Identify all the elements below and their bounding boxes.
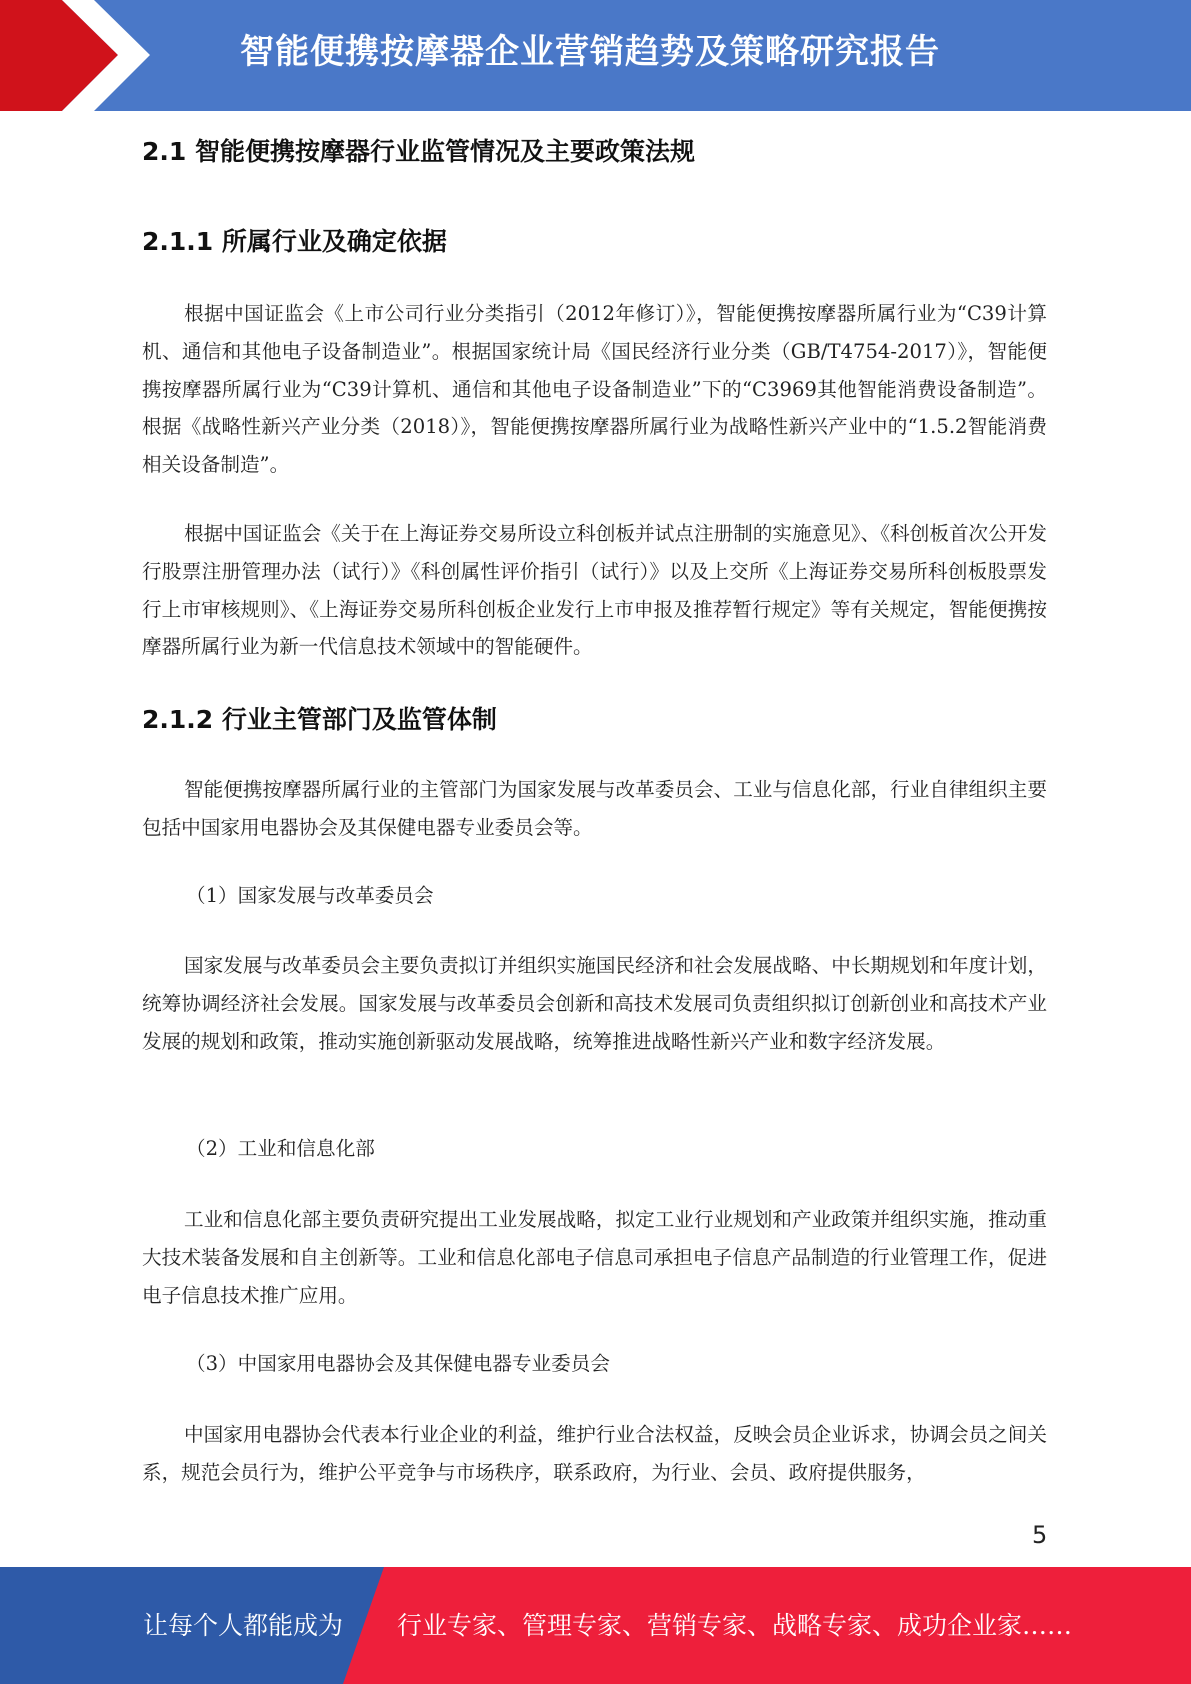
page-number: 5: [1032, 1521, 1048, 1549]
paragraph: 根据中国证监会《上市公司行业分类指引（2012年修订）》，智能便携按摩器所属行业为“C39计算机、通信和其他电子设备制造业”。根据国家统计局《国民经济行业分类（GB/T4754-2017）》，智能便携按摩器所属行业为“C39计算机、通信和其他电子设备制造业”下的“C3969其他智能消费设备制造”。根据《战略性新兴产业分类（2018）》，智能便携按摩器所属行业为战略性新兴产业中的“1.5.2智能消费相关设备制造”。: [142, 302, 1047, 477]
footer-banner: [0, 1567, 1191, 1684]
paragraph: 智能便携按摩器所属行业的主管部门为国家发展与改革委员会、工业与信息化部，行业自律组织主要包括中国家用电器协会及其保健电器专业委员会等。: [142, 778, 1047, 839]
subsection-heading-2-1-1: 2.1.1 所属行业及确定依据: [142, 227, 447, 256]
item-label: （3）中国家用电器协会及其保健电器专业委员会: [186, 1352, 610, 1375]
report-title: 智能便携按摩器企业营销趋势及策略研究报告: [240, 32, 940, 72]
paragraph: 中国家用电器协会代表本行业企业的利益，维护行业合法权益，反映会员企业诉求，协调会员之间关系，规范会员行为，维护公平竞争与市场秩序，联系政府，为行业、会员、政府提供服务，: [142, 1423, 1047, 1484]
header-banner: [0, 0, 1191, 111]
footer-slogan-left: 让每个人都能成为: [143, 1611, 344, 1640]
paragraph: 根据中国证监会《关于在上海证券交易所设立科创板并试点注册制的实施意见》、《科创板首次公开发行股票注册管理办法（试行）》《科创属性评价指引（试行）》以及上交所《上海证券交易所科创板股票发行上市审核规则》、《上海证券交易所科创板企业发行上市申报及推荐暂行规定》等有关规定，智能便携按摩器所属行业为新一代信息技术领域中的智能硬件。: [142, 522, 1047, 659]
footer-slogan-right: 行业专家、管理专家、营销专家、战略专家、成功企业家……: [397, 1611, 1073, 1640]
item-label: （1）国家发展与改革委员会: [186, 884, 434, 907]
paragraph: 国家发展与改革委员会主要负责拟订并组织实施国民经济和社会发展战略、中长期规划和年度计划，统筹协调经济社会发展。国家发展与改革委员会创新和高技术发展司负责组织拟订创新创业和高技术产业发展的规划和政策，推动实施创新驱动发展战略，统筹推进战略性新兴产业和数字经济发展。: [142, 954, 1047, 1053]
subsection-heading-2-1-2: 2.1.2 行业主管部门及监管体制: [142, 705, 497, 734]
paragraph: 工业和信息化部主要负责研究提出工业发展战略，拟定工业行业规划和产业政策并组织实施，推动重大技术装备发展和自主创新等。工业和信息化部电子信息司承担电子信息产品制造的行业管理工作，促进电子信息技术推广应用。: [142, 1208, 1047, 1307]
section-heading: 2.1 智能便携按摩器行业监管情况及主要政策法规: [142, 137, 695, 166]
item-label: （2）工业和信息化部: [186, 1137, 375, 1160]
